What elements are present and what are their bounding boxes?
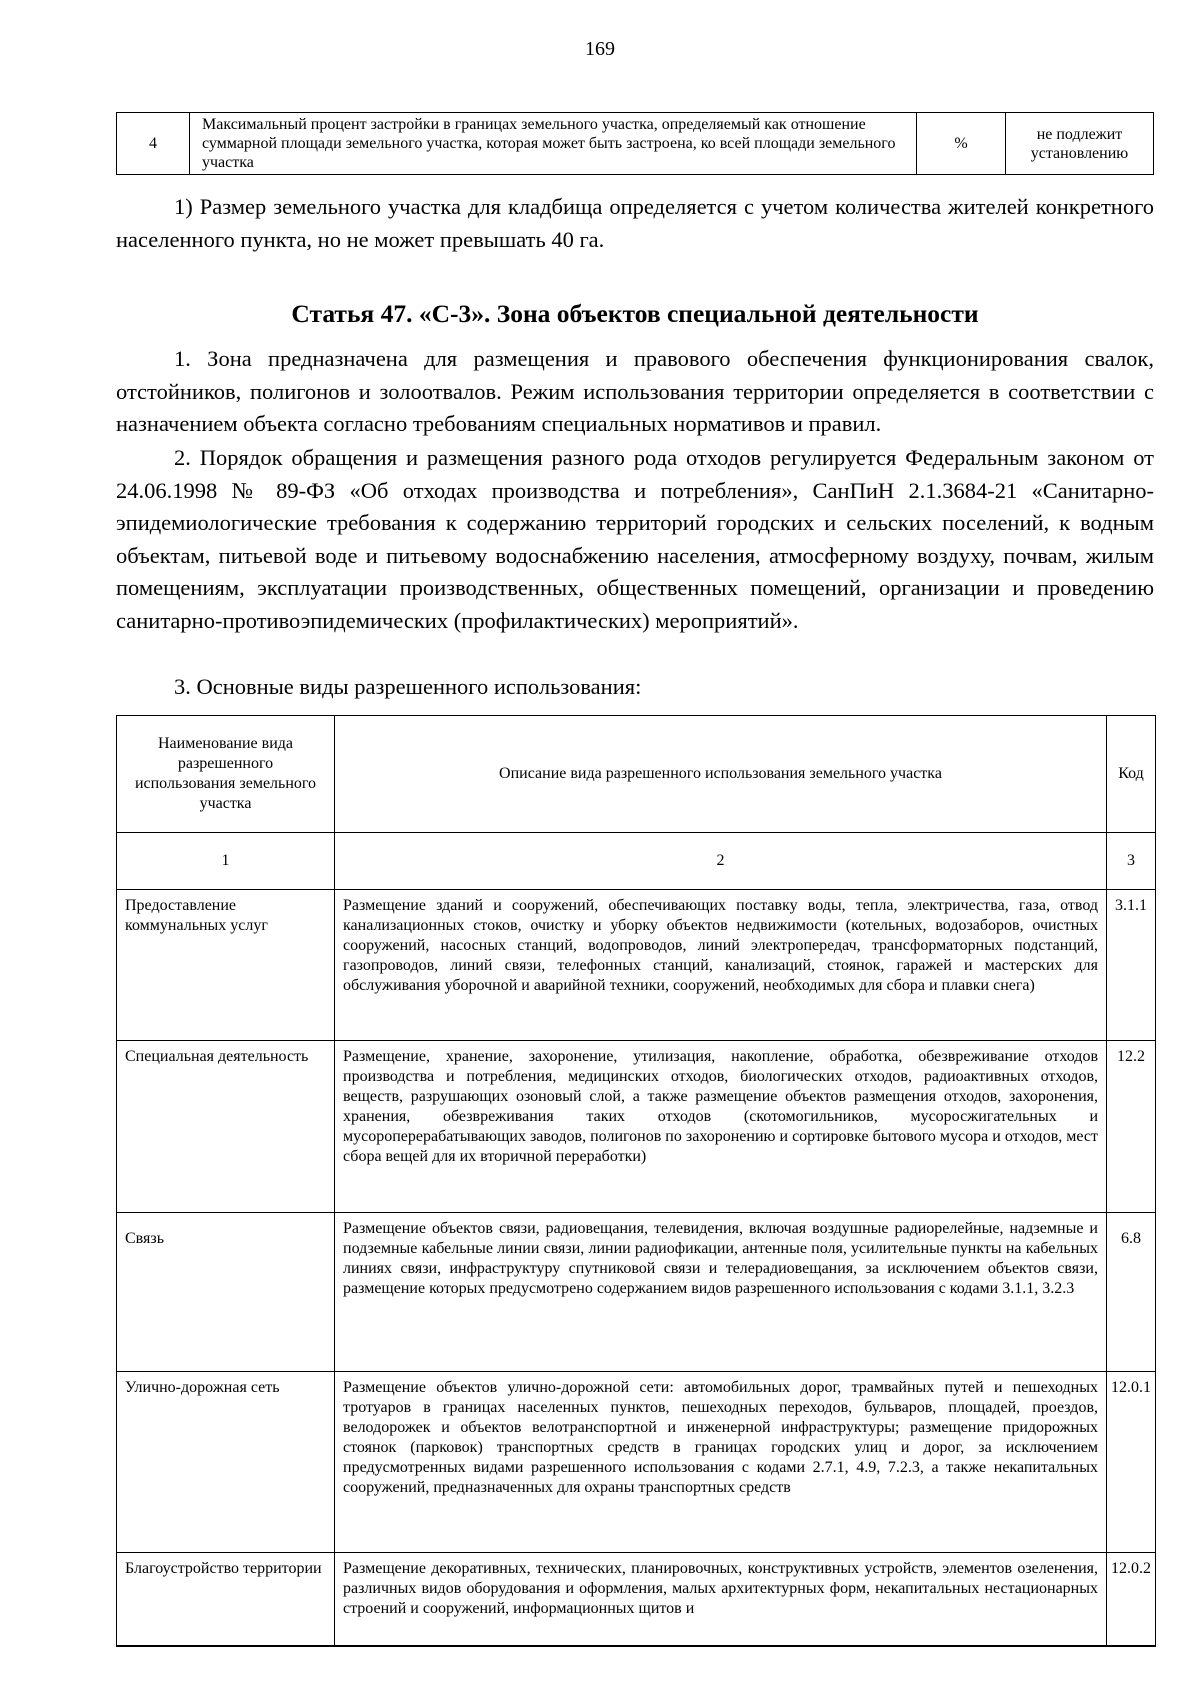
footnote-paragraph: 1) Размер земельного участка для кладбища определяется с учетом количества жителей конкретного населенного пункта, но не может превышать 40 га. bbox=[116, 194, 1154, 252]
use-name: Предоставление коммунальных услуг bbox=[117, 890, 335, 1041]
use-code: 12.2 bbox=[1107, 1041, 1156, 1213]
column-number: 1 bbox=[117, 833, 335, 890]
use-description: Размещение объектов связи, радиовещания, телевидения, включая воздушные радиорелейные, надземные и подземные кабельные линии связи, линии радиофикации, антенные поля, усилительные пункты на кабельных линиях связи, инфраструктуру спутниковой связи и телерадиовещания, за исключением объектов связи, размещение которых предусмотрено содержанием видов разрешенного использования с кодами 3.1.1, 3.2.3 bbox=[335, 1213, 1107, 1372]
use-description: Размещение декоративных, технических, планировочных, конструктивных устройств, элементов озеленения, различных видов оборудования и оформления, малых архитектурных форм, некапитальных нестационарных строений и сооружений, информационных щитов и bbox=[335, 1553, 1107, 1647]
use-code: 12.0.1 bbox=[1107, 1372, 1156, 1553]
table-row bbox=[117, 890, 1156, 1041]
permitted-use-table bbox=[116, 715, 1156, 1647]
table-row bbox=[117, 1372, 1156, 1553]
article-title: Статья 47. «С-3». Зона объектов специальной деятельности bbox=[291, 299, 979, 328]
table-row bbox=[117, 113, 1154, 175]
use-description: Размещение, хранение, захоронение, утилизация, накопление, обработка, обезвреживание отходов производства и потребления, медицинских отходов, биологических отходов, радиоактивных отходов, веществ, разрушающих озоновый слой, а также размещение объектов размещения отходов, захоронения, хранения, обезвреживания таких отходов (скотомогильников, мусоросжигательных и мусороперерабатывающих заводов, полигонов по захоронению и сортировке бытового мусора и отходов, мест сбора вещей для их вторичной переработки) bbox=[335, 1041, 1107, 1213]
paragraph-1: 1. Зона предназначена для размещения и правового обеспечения функционирования свалок, отстойников, полигонов и золоотвалов. Режим использования территории определяется в соответствии с назначением объекта согласно требованиям специальных нормативов и правил. bbox=[116, 346, 1154, 436]
table-row bbox=[117, 1553, 1156, 1647]
use-name: Благоустройство территории bbox=[117, 1553, 335, 1647]
table-header-row bbox=[117, 716, 1156, 833]
use-name: Улично-дорожная сеть bbox=[117, 1372, 335, 1553]
use-code: 12.0.2 bbox=[1107, 1553, 1156, 1647]
use-name: Специальная деятельность bbox=[117, 1041, 335, 1213]
parameter-value: не подлежит установлению bbox=[1006, 113, 1154, 175]
row-number: 4 bbox=[117, 113, 190, 175]
header-description: Описание вида разрешенного использования земельного участка bbox=[335, 716, 1107, 833]
use-name: Связь bbox=[117, 1213, 335, 1372]
column-number-row bbox=[117, 833, 1156, 890]
paragraph-2: 2. Порядок обращения и размещения разного рода отходов регулируется Федеральным законом от 24.06.1998 № 89-ФЗ «Об отходах производства и потребления», СанПиН 2.1.3684-21 «Санитарно-эпидемиологические требования к содержанию территорий городских и сельских поселений, к водным объектам, питьевой воде и питьевому водоснабжению населения, атмосферному воздуху, почвам, жилым помещениям, эксплуатации производственных, общественных помещений, организации и проведению санитарно-противоэпидемических (профилактических) мероприятий». bbox=[116, 445, 1154, 633]
table-row bbox=[117, 1213, 1156, 1372]
use-code: 3.1.1 bbox=[1107, 890, 1156, 1041]
column-number: 2 bbox=[335, 833, 1107, 890]
parameters-table bbox=[116, 112, 1154, 175]
page-number: 169 bbox=[585, 38, 615, 60]
use-description: Размещение объектов улично-дорожной сети: автомобильных дорог, трамвайных путей и пешеходных тротуаров в границах населенных пунктов, пешеходных переходов, бульваров, площадей, проездов, велодорожек и объектов велотранспортной и инженерной инфраструктуры; размещение придорожных стоянок (парковок) транспортных средств в границах городских улиц и дорог, за исключением предусмотренных видами разрешенного использования с кодами 2.7.1, 4.9, 7.2.3, а также некапитальных сооружений, предназначенных для охраны транспортных средств bbox=[335, 1372, 1107, 1553]
column-number: 3 bbox=[1107, 833, 1156, 890]
header-code: Код bbox=[1107, 716, 1156, 833]
header-name: Наименование вида разрешенного использования земельного участка bbox=[117, 716, 335, 833]
parameter-description: Максимальный процент застройки в границах земельного участка, определяемый как отношение суммарной площади земельного участка, которая может быть застроена, ко всей площади земельного участка bbox=[190, 113, 917, 175]
paragraph-3: 3. Основные виды разрешенного использования: bbox=[174, 674, 642, 699]
parameter-unit: % bbox=[917, 113, 1006, 175]
use-code: 6.8 bbox=[1107, 1213, 1156, 1372]
use-description: Размещение зданий и сооружений, обеспечивающих поставку воды, тепла, электричества, газа, отвод канализационных стоков, очистку и уборку объектов недвижимости (котельных, водозаборов, очистных сооружений, насосных станций, водопроводов, линий электропередач, трансформаторных подстанций, газопроводов, линий связи, телефонных станций, канализаций, стоянок, гаражей и мастерских для обслуживания уборочной и аварийной техники, сооружений, необходимых для сбора и плавки снега) bbox=[335, 890, 1107, 1041]
table-row bbox=[117, 1041, 1156, 1213]
